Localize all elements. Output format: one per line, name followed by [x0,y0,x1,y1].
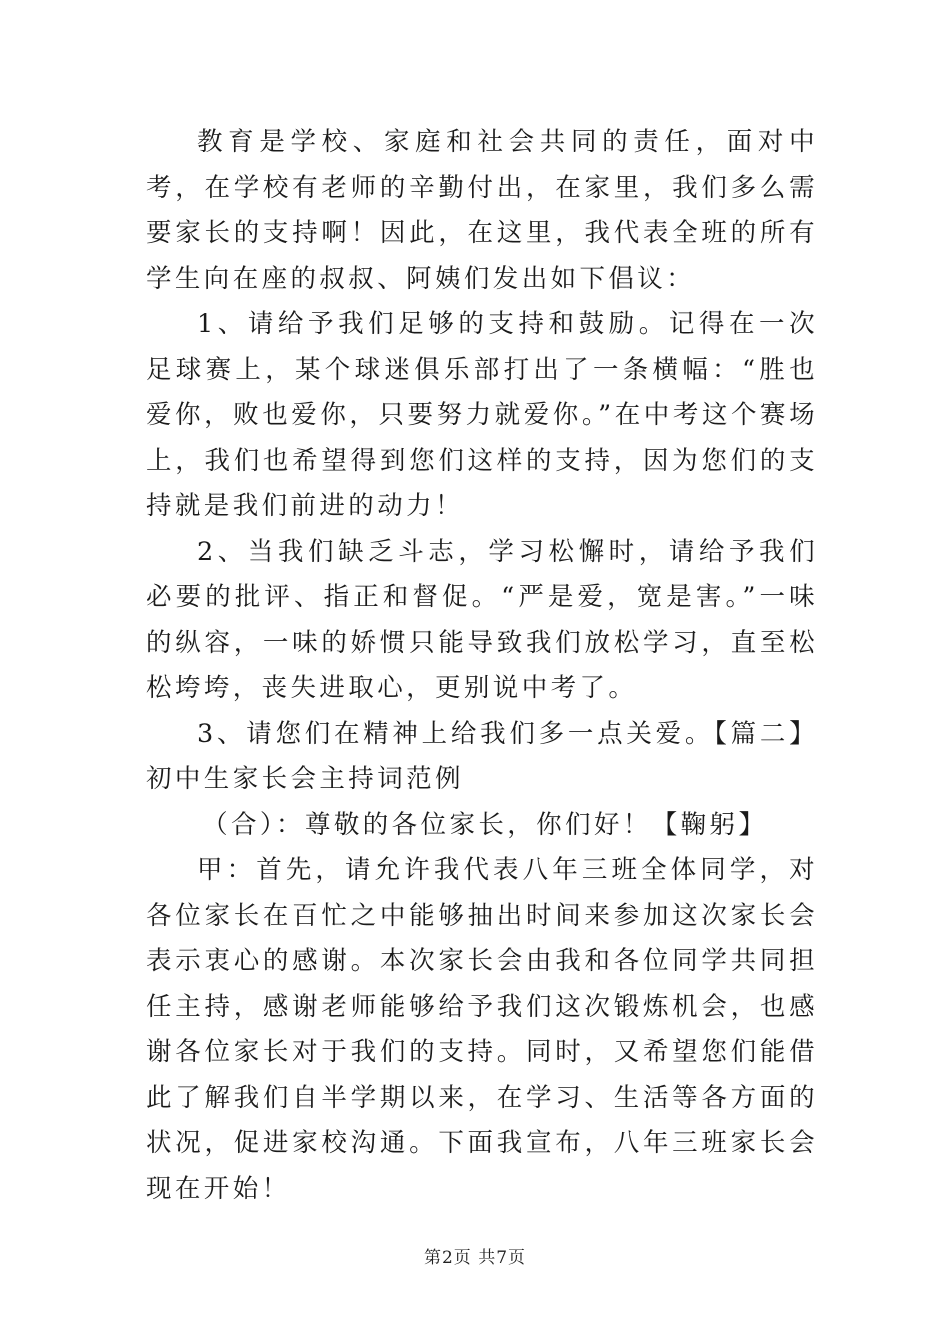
paragraph-greeting: （合）：尊敬的各位家长，你们好！【鞠躬】 [202,809,768,840]
paragraph-intro: 教育是学校、家庭和社会共同的责任，面对中考，在学校有老师的辛勤付出，在家里，我们多么需要家长的支持啊！因此，在这里，我代表全班的所有学生向在座的叔叔、阿姨们发出如下倡议： [146,127,818,294]
paragraph-proposal-3: 3、请您们在精神上给我们多一点关爱。【篇二】初中生家长会主持词范例 [146,718,818,794]
paragraph-proposal-2: 2、当我们缺乏斗志，学习松懈时，请给予我们必要的批评、指正和督促。“严是爱，宽是害。”一味的纵容，一味的娇惯只能导致我们放松学习，直至松松垮垮，丧失进取心，更别说中考了。 [146,536,818,703]
paragraph-host-opening: 甲：首先，请允许我代表八年三班全体同学，对各位家长在百忙之中能够抽出时间来参加这次家长会表示衷心的感谢。本次家长会由我和各位同学共同担任主持，感谢老师能够给予我们这次锻炼机会，也感谢各位家长对于我们的支持。同时，又希望您们能借此了解我们自半学期以来，在学习、生活等各方面的状况，促进家校沟通。下面我宣布，八年三班家长会现在开始！ [146,855,818,1204]
document-body [146,120,818,1212]
paragraph-proposal-1: 1、请给予我们足够的支持和鼓励。记得在一次足球赛上，某个球迷俱乐部打出了一条横幅：“胜也爱你，败也爱你，只要努力就爱你。”在中考这个赛场上，我们也希望得到您们这样的支持，因为您们的支持就是我们前进的动力！ [146,309,818,521]
page-number-footer: 第2页 共7页 [423,1248,527,1268]
